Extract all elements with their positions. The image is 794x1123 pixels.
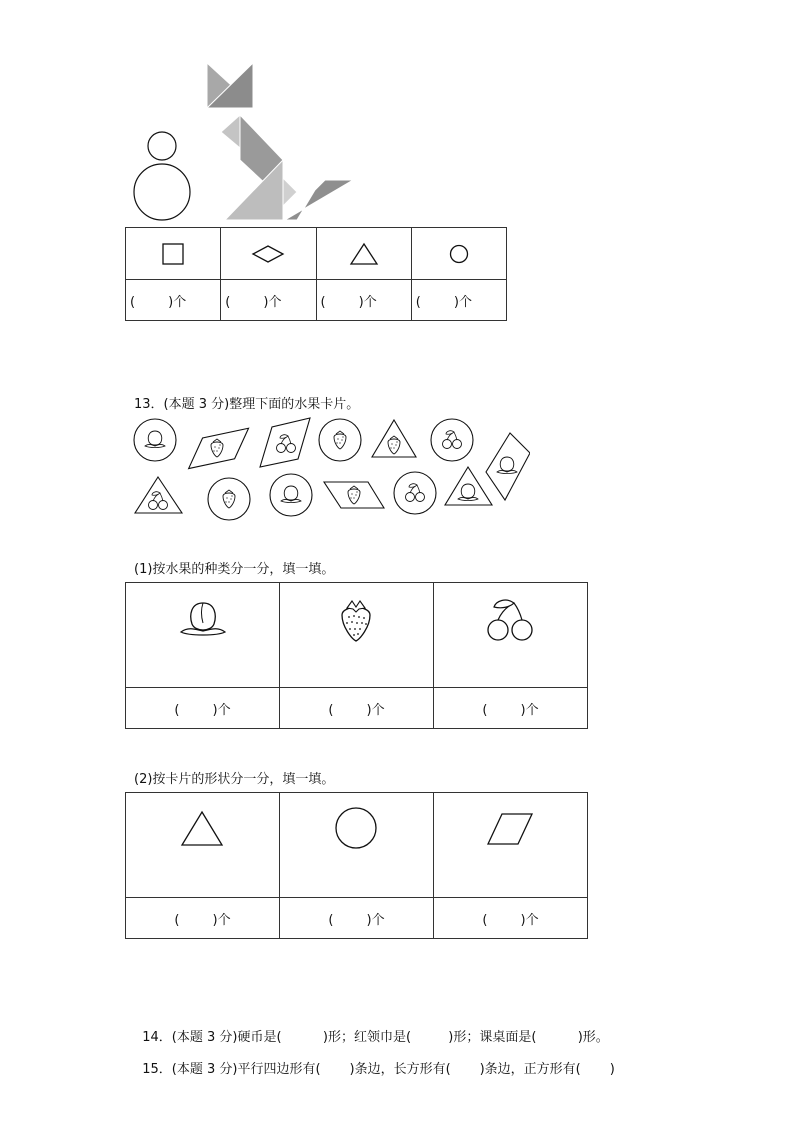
card-triangle-strawberry — [372, 420, 416, 457]
shape-cell-parallelogram — [433, 793, 587, 898]
count-cell[interactable]: ( )个 — [316, 280, 411, 321]
question-13-title: 13．(本题 3 分)整理下面的水果卡片。 — [134, 397, 360, 412]
card-circle-cherry-2 — [394, 472, 436, 514]
circle-icon — [448, 243, 470, 265]
answer-blank[interactable] — [581, 1062, 610, 1077]
count-cell[interactable]: ( )个 — [279, 898, 433, 939]
part-2-label: (2)按卡片的形状分一分，填一填。 — [134, 772, 335, 787]
card-parallelogram-strawberry-2 — [324, 482, 384, 508]
circle-icon — [333, 805, 379, 851]
question-15-text: )条边，长方形有( — [349, 1062, 451, 1077]
triangle-icon — [179, 809, 225, 849]
shape-cell-circle — [411, 228, 506, 280]
card-triangle-cherry — [135, 477, 182, 513]
card-parallelogram-strawberry — [183, 428, 254, 468]
card-circle-strawberry — [319, 419, 361, 461]
question-14-text: 14．(本题 3 分)硬币是( — [142, 1030, 282, 1045]
count-cell[interactable]: ( )个 — [411, 280, 506, 321]
question-14-text: )形；红领巾是( — [322, 1030, 412, 1045]
question-14-text: )形；课桌面是( — [448, 1030, 537, 1045]
triangle-icon — [349, 242, 379, 266]
count-cell[interactable]: ( )个 — [221, 280, 316, 321]
question-15 — [134, 1043, 615, 1077]
question-15-text: ) — [609, 1062, 615, 1077]
peach-icon — [178, 597, 228, 641]
question-14-text: )形。 — [577, 1030, 609, 1045]
question-15-text: )条边，正方形有( — [479, 1062, 581, 1077]
question-14 — [134, 1011, 609, 1045]
card-circle-strawberry-2 — [208, 478, 250, 520]
fruit-cards — [130, 415, 530, 525]
snowman-body-circle — [134, 164, 190, 220]
answer-blank[interactable] — [321, 1062, 350, 1077]
fruit-count-table — [125, 582, 588, 729]
shape-cell-square — [126, 228, 221, 280]
count-cell[interactable]: ( )个 — [433, 688, 587, 729]
snowman-head-circle — [148, 132, 176, 160]
card-rhombus-peach — [486, 433, 530, 500]
shape-cell-diamond — [221, 228, 316, 280]
tangram-cat — [207, 63, 353, 220]
count-cell[interactable]: ( )个 — [126, 688, 280, 729]
count-cell[interactable]: ( )个 — [126, 280, 221, 321]
card-parallelogram-cherry — [260, 418, 310, 467]
count-cell[interactable]: ( )个 — [433, 898, 587, 939]
shape-cell-circle — [279, 793, 433, 898]
part-1-label: (1)按水果的种类分一分，填一填。 — [134, 562, 335, 577]
shape-cell-triangle — [126, 793, 280, 898]
shape-cell-triangle — [316, 228, 411, 280]
square-icon — [161, 242, 185, 266]
count-cell[interactable]: ( )个 — [126, 898, 280, 939]
card-triangle-peach — [445, 467, 492, 505]
card-circle-peach — [134, 419, 176, 461]
count-cell[interactable]: ( )个 — [280, 688, 434, 729]
tangram-figure — [125, 60, 365, 225]
card-circle-peach-2 — [270, 474, 312, 516]
card-shape-table — [125, 792, 588, 939]
shape-count-table — [125, 227, 507, 321]
cherry-icon — [482, 597, 538, 643]
fruit-cell-cherry — [433, 583, 587, 688]
strawberry-icon — [334, 597, 378, 643]
parallelogram-icon — [485, 811, 535, 847]
question-15-text: 15．(本题 3 分)平行四边形有( — [142, 1062, 321, 1077]
diamond-icon — [251, 244, 285, 264]
fruit-cell-strawberry — [280, 583, 434, 688]
fruit-cell-peach — [126, 583, 280, 688]
card-circle-cherry — [431, 419, 473, 461]
answer-blank[interactable] — [451, 1062, 480, 1077]
